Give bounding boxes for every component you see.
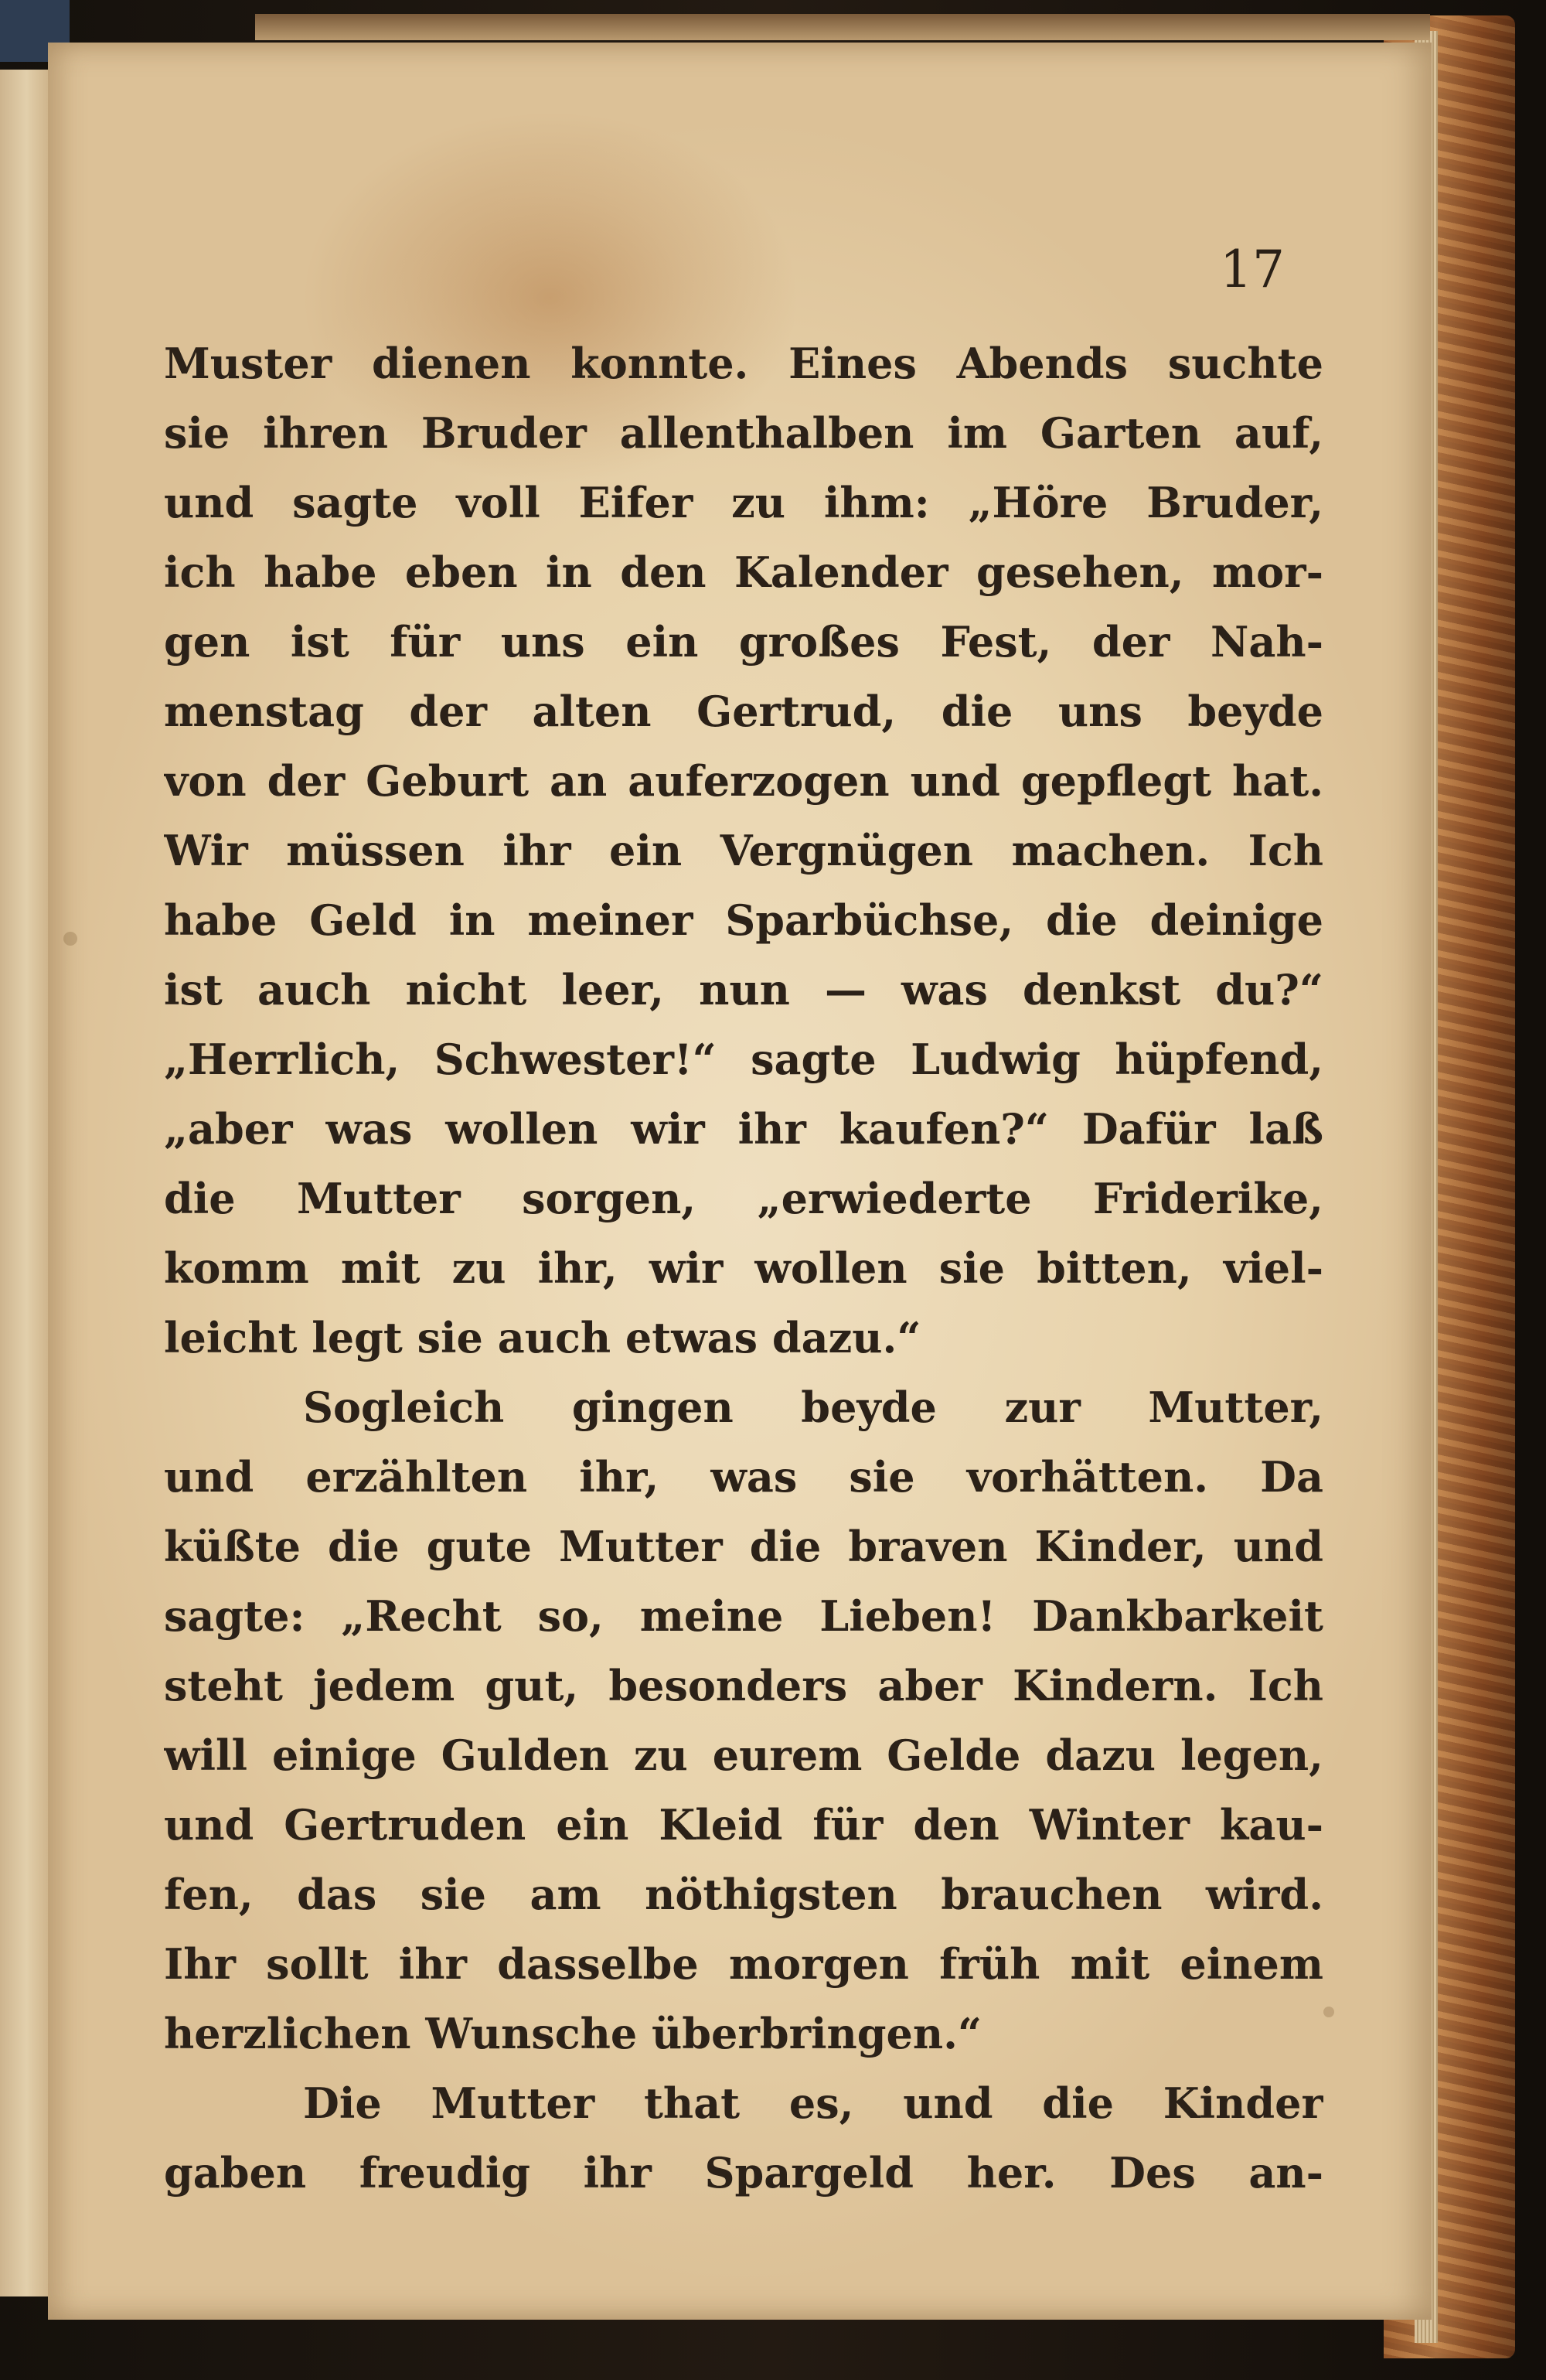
text-line: „Herrlich, Schwester!“ sagte Ludwig hüpfend,	[164, 1035, 1323, 1084]
foxing-spot	[1323, 2007, 1334, 2017]
previous-page-edge	[0, 70, 49, 2296]
text-line: komm mit zu ihr, wir wollen sie bitten, viel-	[164, 1243, 1323, 1293]
foxing-spot	[63, 932, 77, 946]
book-page	[48, 43, 1432, 2320]
text-line: Die Mutter that es, und die Kinder	[303, 2078, 1323, 2128]
text-line: fen, das sie am nöthigsten brauchen wird.	[164, 1870, 1323, 1919]
text-line: will einige Gulden zu eurem Gelde dazu legen,	[164, 1730, 1323, 1780]
text-line: sie ihren Bruder allenthalben im Garten auf,	[164, 408, 1323, 458]
text-line: und sagte voll Eifer zu ihm: „Höre Bruder,	[164, 478, 1323, 527]
text-line: ich habe eben in den Kalender gesehen, mor-	[164, 547, 1323, 597]
text-line: sagte: „Recht so, meine Lieben! Dankbarkeit	[164, 1591, 1323, 1641]
text-line: küßte die gute Mutter die braven Kinder, und	[164, 1522, 1323, 1571]
text-line: und Gertruden ein Kleid für den Winter kau-	[164, 1800, 1323, 1850]
text-line: „aber was wollen wir ihr kaufen?“ Dafür laß	[164, 1104, 1323, 1154]
text-line: von der Geburt an auferzogen und gepflegt hat.	[164, 756, 1323, 806]
text-line: und erzählten ihr, was sie vorhätten. Da	[164, 1452, 1323, 1502]
text-line: Muster dienen konnte. Eines Abends suchte	[164, 339, 1323, 388]
top-page-edge	[255, 14, 1430, 40]
text-line: habe Geld in meiner Sparbüchse, die deinige	[164, 895, 1323, 945]
text-line: Wir müssen ihr ein Vergnügen machen. Ich	[164, 826, 1323, 875]
text-line: herzlichen Wunsche überbringen.“	[164, 2009, 982, 2058]
text-line: gaben freudig ihr Spargeld her. Des an-	[164, 2148, 1323, 2198]
text-line: steht jedem gut, besonders aber Kindern. Ich	[164, 1661, 1323, 1710]
body-text	[164, 329, 1323, 2208]
text-line: Sogleich gingen beyde zur Mutter,	[303, 1383, 1323, 1432]
text-line: ist auch nicht leer, nun — was denkst du?“	[164, 965, 1323, 1014]
text-line: gen ist für uns ein großes Fest, der Nah-	[164, 617, 1323, 667]
text-line: die Mutter sorgen, „erwiederte Friderike,	[164, 1174, 1323, 1223]
text-line: leicht legt sie auch etwas dazu.“	[164, 1313, 921, 1362]
page-number: 17	[1220, 240, 1285, 299]
text-line: menstag der alten Gertrud, die uns beyde	[164, 687, 1323, 736]
text-line: Ihr sollt ihr dasselbe morgen früh mit einem	[164, 1939, 1323, 1989]
